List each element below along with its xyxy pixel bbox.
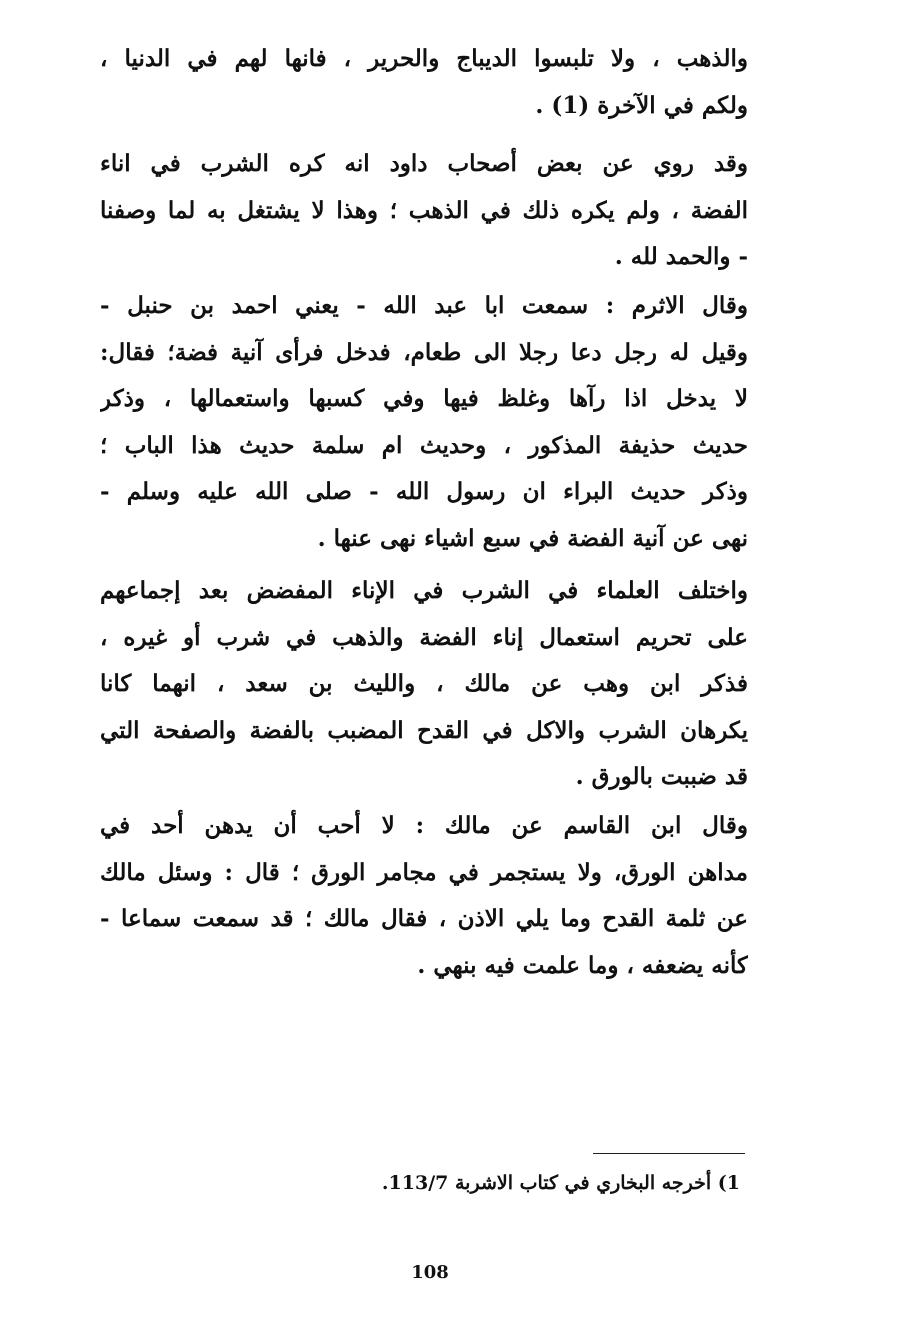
paragraph-4	[100, 568, 748, 801]
text-line: وقال الاثرم : سمعت ابا عبد الله - يعني احمد بن حنبل -	[100, 292, 748, 319]
text-line: قد ضببت بالورق .	[575, 763, 748, 790]
text-line: يكرهان الشرب والاكل في القدح المضبب بالفضة والصفحة التي	[100, 716, 748, 744]
text-line: لا يدخل اذا رآها وغلظ فيها وفي كسبها واستعمالها ، وذكر	[100, 385, 748, 412]
text-line: - والحمد لله .	[614, 243, 748, 270]
text-line: مداهن الورق، ولا يستجمر في مجامر الورق ؛ قال : وسئل مالك	[100, 858, 748, 886]
text-line: واختلف العلماء في الشرب في الإناء المفضض بعد إجماعهم	[100, 577, 748, 604]
footnote: 1) أخرجه البخاري في كتاب الاشربة 113/7.	[381, 1172, 740, 1194]
text-line: حديث حذيفة المذكور ، وحديث ام سلمة حديث هذا الباب ؛	[100, 431, 748, 459]
text-line: وقال ابن القاسم عن مالك : لا أحب أن يدهن أحد في	[100, 812, 748, 839]
text-line: الفضة ، ولم يكره ذلك في الذهب ؛ وهذا لا يشتغل به لما وصفنا	[100, 196, 748, 224]
paragraph-1	[100, 36, 748, 129]
paragraph-5	[100, 803, 748, 989]
text-line: كأنه يضعفه ، وما علمت فيه بنهي .	[417, 951, 748, 979]
text-line: عن ثلمة القدح وما يلي الاذن ، فقال مالك ؛ قد سمعت سماعا -	[100, 905, 748, 932]
text-line: ولكم في الآخرة (1) .	[535, 91, 748, 119]
text-line: وقيل له رجل دعا رجلا الى طعام، فدخل فرأى آنية فضة؛ فقال:	[100, 338, 748, 366]
text-line: نهى عن آنية الفضة في سبع اشياء نهى عنها .	[317, 524, 748, 552]
page-number: 108	[411, 1262, 449, 1283]
paragraph-2	[100, 141, 748, 281]
text-line: وذكر حديث البراء ان رسول الله - صلى الله عليه وسلم -	[100, 478, 748, 505]
text-line: وقد روي عن بعض أصحاب داود انه كره الشرب في اناء	[100, 150, 748, 177]
text-line: والذهب ، ولا تلبسوا الديباج والحرير ، فانها لهم في الدنيا ،	[100, 45, 748, 72]
text-line: فذكر ابن وهب عن مالك ، والليث بن سعد ، انهما كانا	[100, 670, 748, 697]
footnote-divider	[593, 1153, 745, 1154]
text-line: على تحريم استعمال إناء الفضة والذهب في شرب أو غيره ،	[100, 623, 748, 651]
paragraph-3	[100, 283, 748, 562]
